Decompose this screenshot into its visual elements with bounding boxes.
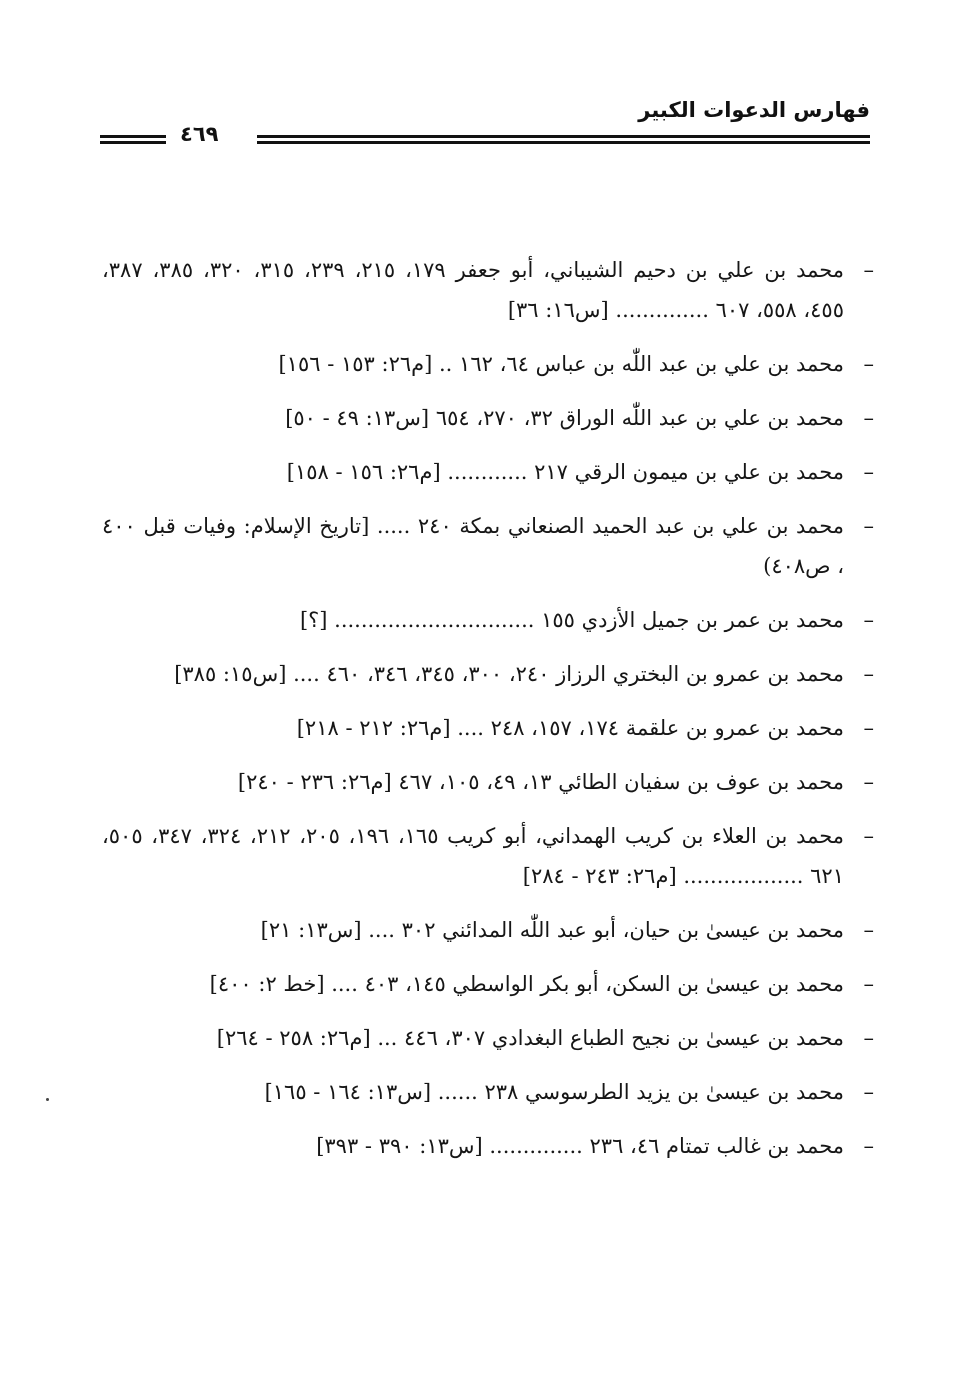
entry-dash: – — [863, 460, 874, 484]
entry-text: محمد بن علي بن دحيم الشيباني، أبو جعفر ١٧٩، ٢١٥، ٢٣٩، ٣١٥، ٣٢٠، ٣٨٥، ٣٨٧، ٤٥٥، ٥٥٨، ٦٠٧ .............. [س١٦: ٣٦] — [102, 258, 845, 322]
entry-text: محمد بن علي بن ميمون الرقي ٢١٧ ............ [م٢٦: ١٥٦ - ١٥٨] — [286, 460, 844, 484]
entry-dash: – — [863, 770, 874, 794]
entry-dash: – — [863, 352, 874, 376]
entry-dash: – — [863, 918, 874, 942]
scan-speck — [46, 1098, 49, 1101]
index-entry — [102, 762, 874, 802]
entry-text: محمد بن العلاء بن كريب الهمداني، أبو كريب ١٦٥، ١٩٦، ٢٠٥، ٢١٢، ٣٢٤، ٣٤٧، ٥٠٥، ٦٢١ .................. [م٢٦: ٢٤٣ - ٢٨٤] — [102, 824, 845, 888]
entry-dash: – — [863, 716, 874, 740]
entry-dash: – — [863, 1134, 874, 1158]
header-rule-short — [100, 135, 166, 144]
index-entry — [102, 910, 874, 950]
index-entry — [102, 398, 874, 438]
entry-text: محمد بن علي بن عبد الحميد الصنعاني بمكة ٢٤٠ ..... [تاريخ الإسلام: وفيات قبل ٤٠٠ ، ص٤٠٨) — [102, 514, 844, 578]
entry-text: محمد بن عوف بن سفيان الطائي ١٣، ٤٩، ١٠٥، ٤٦٧ [م٢٦: ٢٣٦ - ٢٤٠] — [237, 770, 844, 794]
entry-dash: – — [863, 608, 874, 632]
index-entry — [102, 250, 874, 330]
entry-dash: – — [863, 258, 874, 282]
index-entry — [102, 708, 874, 748]
index-entry — [102, 654, 874, 694]
index-entry — [102, 600, 874, 640]
entry-text: محمد بن عمر بن جميل الأزدي ١٥٥ .............................. [؟] — [299, 608, 844, 632]
index-entry-list — [102, 250, 874, 1180]
entry-dash: – — [863, 1026, 874, 1050]
entry-dash: – — [863, 406, 874, 430]
entry-text: محمد بن غالب تمتام ٤٦، ٢٣٦ .............. [س١٣: ٣٩٠ - ٣٩٣] — [316, 1134, 844, 1158]
page-number: ٤٦٩ — [180, 122, 219, 146]
entry-text: محمد بن علي بن عبد اللّٰه الوراق ٣٢، ٢٧٠، ٦٥٤ [س١٣: ٤٩ - ٥٠] — [285, 406, 844, 430]
header-rule-long — [257, 135, 870, 144]
index-entry — [102, 1018, 874, 1058]
entry-dash: – — [863, 824, 874, 848]
entry-text: محمد بن عمرو بن علقمة ١٧٤، ١٥٧، ٢٤٨ .... [م٢٦: ٢١٢ - ٢١٨] — [296, 716, 844, 740]
entry-dash: – — [863, 662, 874, 686]
entry-text: محمد بن علي بن عبد اللّٰه بن عباس ٦٤، ١٦٢ .. [م٢٦: ١٥٣ - ١٥٦] — [278, 352, 844, 376]
entry-text: محمد بن عيسىٰ بن يزيد الطرسوسي ٢٣٨ ...... [س١٣: ١٦٤ - ١٦٥] — [264, 1080, 844, 1104]
entry-dash: – — [863, 514, 874, 538]
index-entry — [102, 506, 874, 586]
entry-dash: – — [863, 972, 874, 996]
book-title: فهارس الدعوات الكبير — [638, 98, 870, 122]
index-entry — [102, 964, 874, 1004]
index-entry — [102, 1126, 874, 1166]
entry-text: محمد بن عيسىٰ بن السكن، أبو بكر الواسطي ١٤٥، ٤٠٣ .... [خط ٢: ٤٠٠] — [209, 972, 844, 996]
index-entry — [102, 344, 874, 384]
entry-text: محمد بن عيسىٰ بن حيان، أبو عبد اللّٰه المدائني ٣٠٢ .... [س١٣: ٢١] — [260, 918, 844, 942]
running-header — [100, 96, 870, 156]
index-entry — [102, 452, 874, 492]
entry-text: محمد بن عمرو بن البختري الرزاز ٢٤٠، ٣٠٠، ٣٤٥، ٣٤٦، ٤٦٠ .... [س١٥: ٣٨٥] — [174, 662, 844, 686]
index-entry — [102, 816, 874, 896]
entry-text: محمد بن عيسىٰ بن نجيح الطباع البغدادي ٣٠٧، ٤٤٦ ... [م٢٦: ٢٥٨ - ٢٦٤] — [216, 1026, 844, 1050]
index-entry — [102, 1072, 874, 1112]
entry-dash: – — [863, 1080, 874, 1104]
